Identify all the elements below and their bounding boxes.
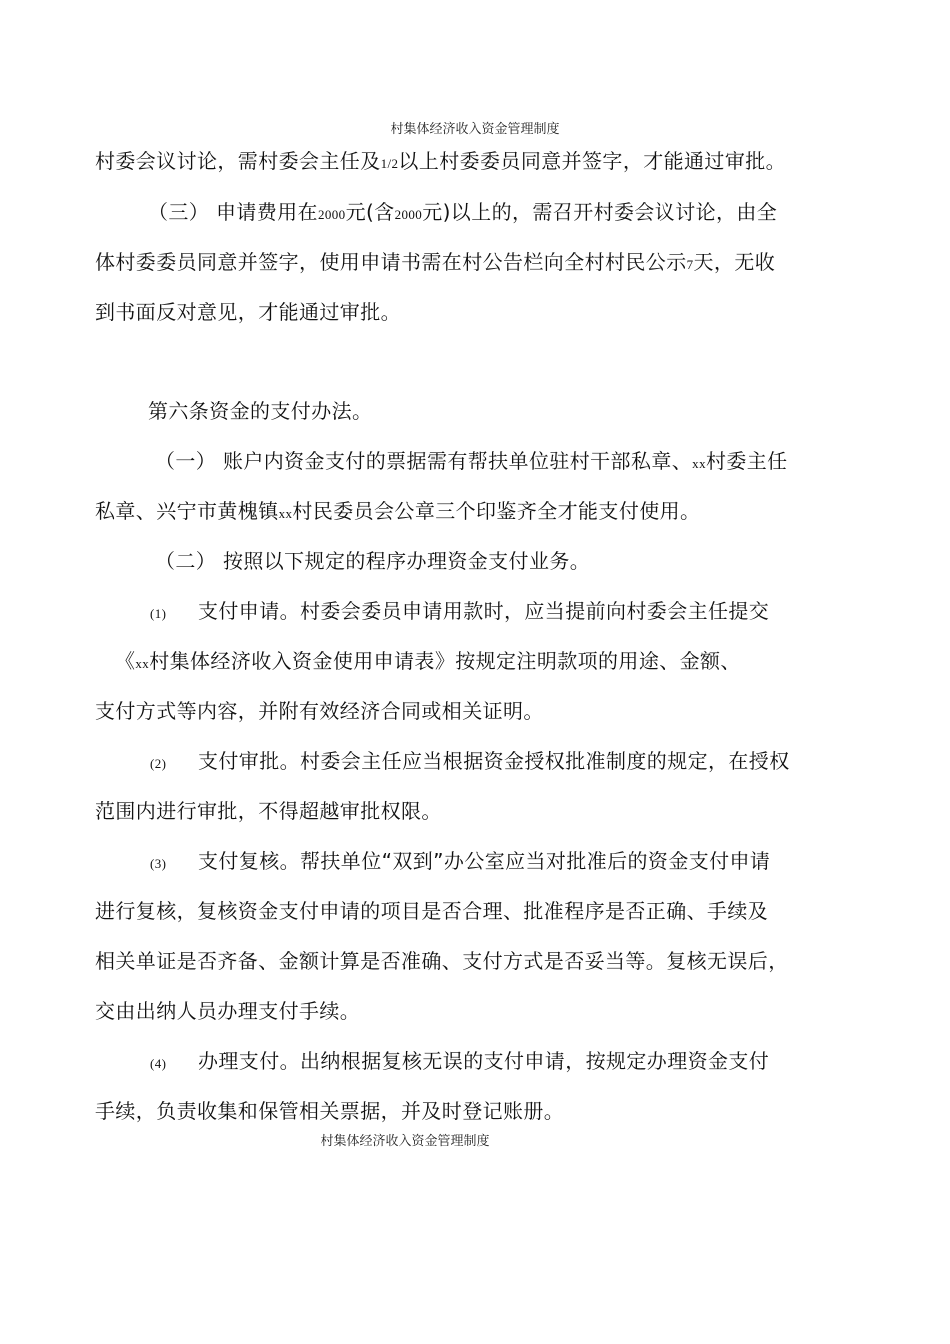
text-run: 办理支付。出纳根据复核无误的支付申请，按规定办理资金支付 <box>198 1049 770 1073</box>
list-number: (1) <box>150 606 167 621</box>
list-item <box>150 748 790 777</box>
list-item <box>150 848 770 877</box>
page-footer: 村集体经济收入资金管理制度 <box>320 1134 490 1149</box>
paragraph-line: 相关单证是否齐备、金额计算是否准确、支付方式是否妥当等。复核无误后， <box>95 949 789 973</box>
list-number: (2) <box>150 756 167 771</box>
amount-value: 2000 <box>394 207 423 222</box>
text-run: 以上村委委员同意并签字，才能通过审批。 <box>398 149 787 173</box>
text-run: 元(含 <box>345 200 395 224</box>
text-run: （三） 申请费用在 <box>148 200 318 224</box>
paragraph-line: 手续，负责收集和保管相关票据，并及时登记账册。 <box>95 1099 565 1123</box>
placeholder-value: xx <box>278 506 293 521</box>
text-run: 支付申请。村委会委员申请用款时，应当提前向村委会主任提交 <box>198 599 770 623</box>
paragraph-line <box>115 648 741 677</box>
text-run: 体村委委员同意并签字，使用申请书需在村公告栏向全村村民公示 <box>95 250 687 274</box>
paragraph-line: （二） 按照以下规定的程序办理资金支付业务。 <box>155 549 591 573</box>
list-item <box>150 1048 769 1077</box>
paragraph-line: 支付方式等内容，并附有效经济合同或相关证明。 <box>95 699 544 723</box>
text-run: 村民委员会公章三个印鉴齐全才能支付使用。 <box>292 499 701 523</box>
article-heading: 第六条资金的支付办法。 <box>148 399 373 423</box>
list-number: (4) <box>150 1056 167 1071</box>
paragraph-line: 范围内进行审批，不得超越审批权限。 <box>95 799 442 823</box>
placeholder-value: xx <box>692 456 706 471</box>
paragraph-line <box>95 148 786 177</box>
paragraph-line <box>95 249 775 278</box>
paragraph-line: 交由出纳人员办理支付手续。 <box>95 999 361 1023</box>
placeholder-value: xx <box>135 656 150 671</box>
text-run: （一） 账户内资金支付的票据需有帮扶单位驻村干部私章、 <box>155 449 693 473</box>
paragraph-line: 进行复核，复核资金支付申请的项目是否合理、批准程序是否正确、手续及 <box>95 899 769 923</box>
page-header: 村集体经济收入资金管理制度 <box>390 122 560 137</box>
text-run: 支付审批。村委会主任应当根据资金授权批准制度的规定，在授权 <box>198 749 790 773</box>
fraction-value: 1/2 <box>380 156 399 171</box>
text-run: 村集体经济收入资金使用申请表》按规定注明款项的用途、金额、 <box>149 649 741 673</box>
text-run: 《 <box>115 649 136 673</box>
paragraph-line <box>95 498 700 527</box>
text-run: 私章、兴宁市黄槐镇 <box>95 499 279 523</box>
text-run: 天，无收 <box>693 250 776 274</box>
paragraph-line: 到书面反对意见，才能通过审批。 <box>95 300 401 324</box>
text-run: 支付复核。帮扶单位“双到”办公室应当对批准后的资金支付申请 <box>198 849 771 873</box>
amount-value: 2000 <box>317 207 346 222</box>
text-run: 村委主任 <box>705 449 788 473</box>
paragraph-line <box>155 448 788 477</box>
list-item <box>150 598 769 627</box>
list-number: (3) <box>150 856 167 871</box>
paragraph-line <box>148 199 777 228</box>
text-run: 村委会议讨论，需村委会主任及 <box>95 149 381 173</box>
days-value: 7 <box>686 257 694 272</box>
text-run: 元)以上的，需召开村委会议讨论，由全 <box>422 200 778 224</box>
